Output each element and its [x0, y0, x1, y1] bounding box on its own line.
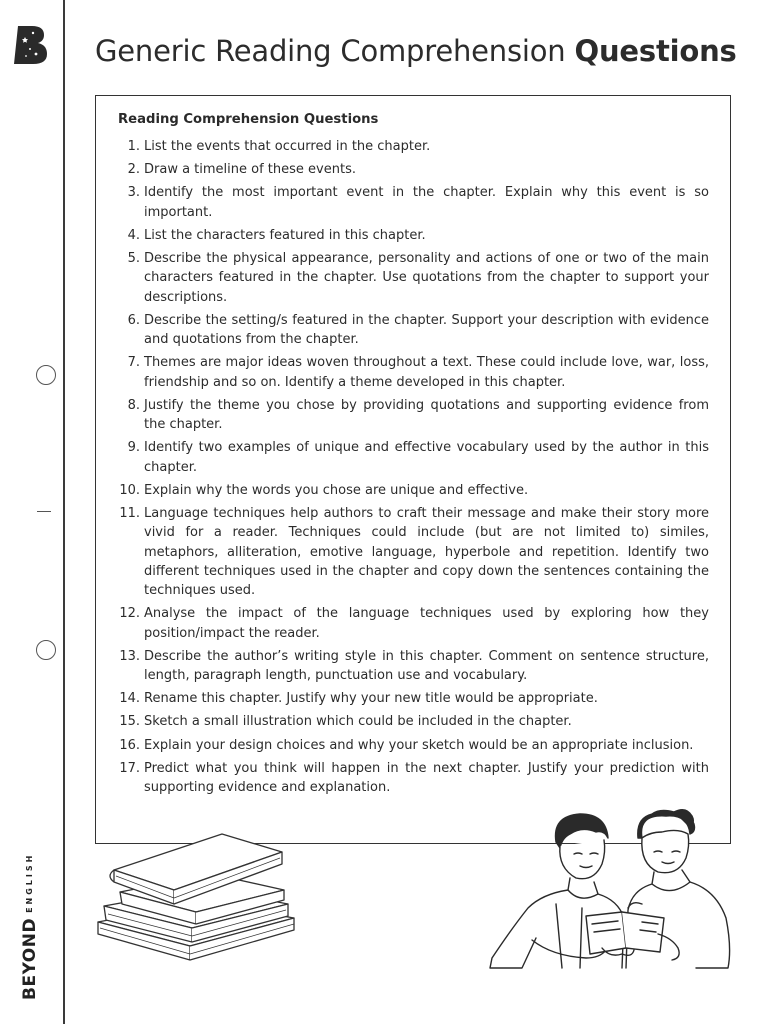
binder-hole-bottom	[36, 640, 56, 660]
question-item	[114, 647, 709, 686]
question-text: Themes are major ideas woven throughout a text. These could include love, war, loss, friendship and so on. Identify a theme developed in this chapter.	[144, 355, 709, 390]
question-number: 9.	[127, 440, 140, 456]
panel-heading: Reading Comprehension Questions	[118, 112, 379, 127]
question-list	[114, 137, 709, 801]
question-item	[114, 249, 709, 307]
question-text: Predict what you think will happen in the next chapter. Justify your prediction with supporting evidence and explanation.	[144, 760, 709, 796]
question-text: Describe the author’s writing style in this chapter. Comment on sentence structure, length, paragraph length, punctuation use and vocabulary.	[144, 648, 709, 684]
question-text: Describe the physical appearance, personality and actions of one or two of the main characters featured in the chapter. Use quotations from the chapter to support your descriptions.	[144, 251, 709, 305]
brand-wordmark	[20, 853, 40, 1000]
question-number: 15.	[119, 714, 140, 730]
question-number: 1.	[127, 139, 140, 154]
question-text: Identify two examples of unique and effective vocabulary used by the author in this chapter.	[144, 440, 709, 475]
question-text: List the characters featured in this chapter.	[144, 227, 426, 243]
question-item	[114, 311, 709, 350]
question-text: Explain your design choices and why your sketch would be an appropriate inclusion.	[144, 737, 694, 753]
questions-panel	[95, 95, 731, 844]
page-title	[95, 34, 737, 68]
question-text: Identify the most important event in the chapter. Explain why this event is so important.	[144, 185, 709, 220]
two-people-reading-illustration	[482, 808, 734, 974]
question-number: 4.	[127, 227, 140, 243]
question-number: 11.	[119, 505, 140, 521]
question-text: Sketch a small illustration which could be included in the chapter.	[144, 714, 572, 730]
question-number: 2.	[127, 162, 140, 178]
question-item	[114, 712, 709, 731]
question-item	[114, 736, 709, 755]
question-item	[114, 396, 709, 435]
question-text: Language techniques help authors to craft their message and make their story more vivid for a reader. Techniques could include (but are not limited to) similes, metaphors, alliteration, emotive language, hyperbole and repetition. Identify two different techniques used in the chapter and copy down the sentences containing the techniques used.	[144, 505, 709, 599]
question-item	[114, 353, 709, 392]
question-item	[114, 226, 709, 245]
binder-center-mark	[37, 511, 51, 512]
question-number: 12.	[119, 606, 140, 622]
question-number: 13.	[119, 648, 140, 664]
question-number: 14.	[119, 691, 140, 707]
question-number: 3.	[127, 185, 140, 201]
question-item	[114, 137, 709, 156]
question-number: 8.	[127, 397, 140, 413]
question-number: 6.	[127, 312, 140, 328]
question-item	[114, 759, 709, 798]
page-title-regular: Generic Reading Comprehension	[95, 34, 566, 68]
question-text: Analyse the impact of the language techniques used by exploring how they position/impact the reader.	[144, 606, 709, 641]
margin-line	[63, 0, 65, 1024]
question-text: Explain why the words you chose are unique and effective.	[144, 482, 529, 498]
book-stack-illustration	[92, 830, 302, 980]
brand-name: BEYOND	[20, 917, 40, 1000]
beyond-logo	[14, 24, 50, 66]
binder-hole-top	[36, 365, 56, 385]
brand-subname: ENGLISH	[25, 852, 34, 913]
question-text: Draw a timeline of these events.	[144, 162, 356, 178]
question-item	[114, 604, 709, 643]
question-item	[114, 689, 709, 708]
question-number: 5.	[127, 251, 140, 267]
question-item	[114, 183, 709, 222]
question-number: 17.	[119, 760, 140, 776]
question-item	[114, 481, 709, 500]
question-number: 7.	[127, 355, 140, 371]
question-item	[114, 438, 709, 477]
question-text: Describe the setting/s featured in the chapter. Support your description with evidence and quotations from the chapter.	[144, 312, 709, 348]
page-title-bold: Questions	[574, 34, 737, 68]
question-item	[114, 504, 709, 600]
question-number: 10.	[119, 482, 140, 498]
question-text: Justify the theme you chose by providing quotations and supporting evidence from the chapter.	[144, 397, 709, 433]
question-text: List the events that occurred in the chapter.	[144, 139, 431, 154]
question-item	[114, 160, 709, 179]
question-text: Rename this chapter. Justify why your new title would be appropriate.	[144, 691, 598, 707]
question-number: 16.	[119, 737, 140, 753]
